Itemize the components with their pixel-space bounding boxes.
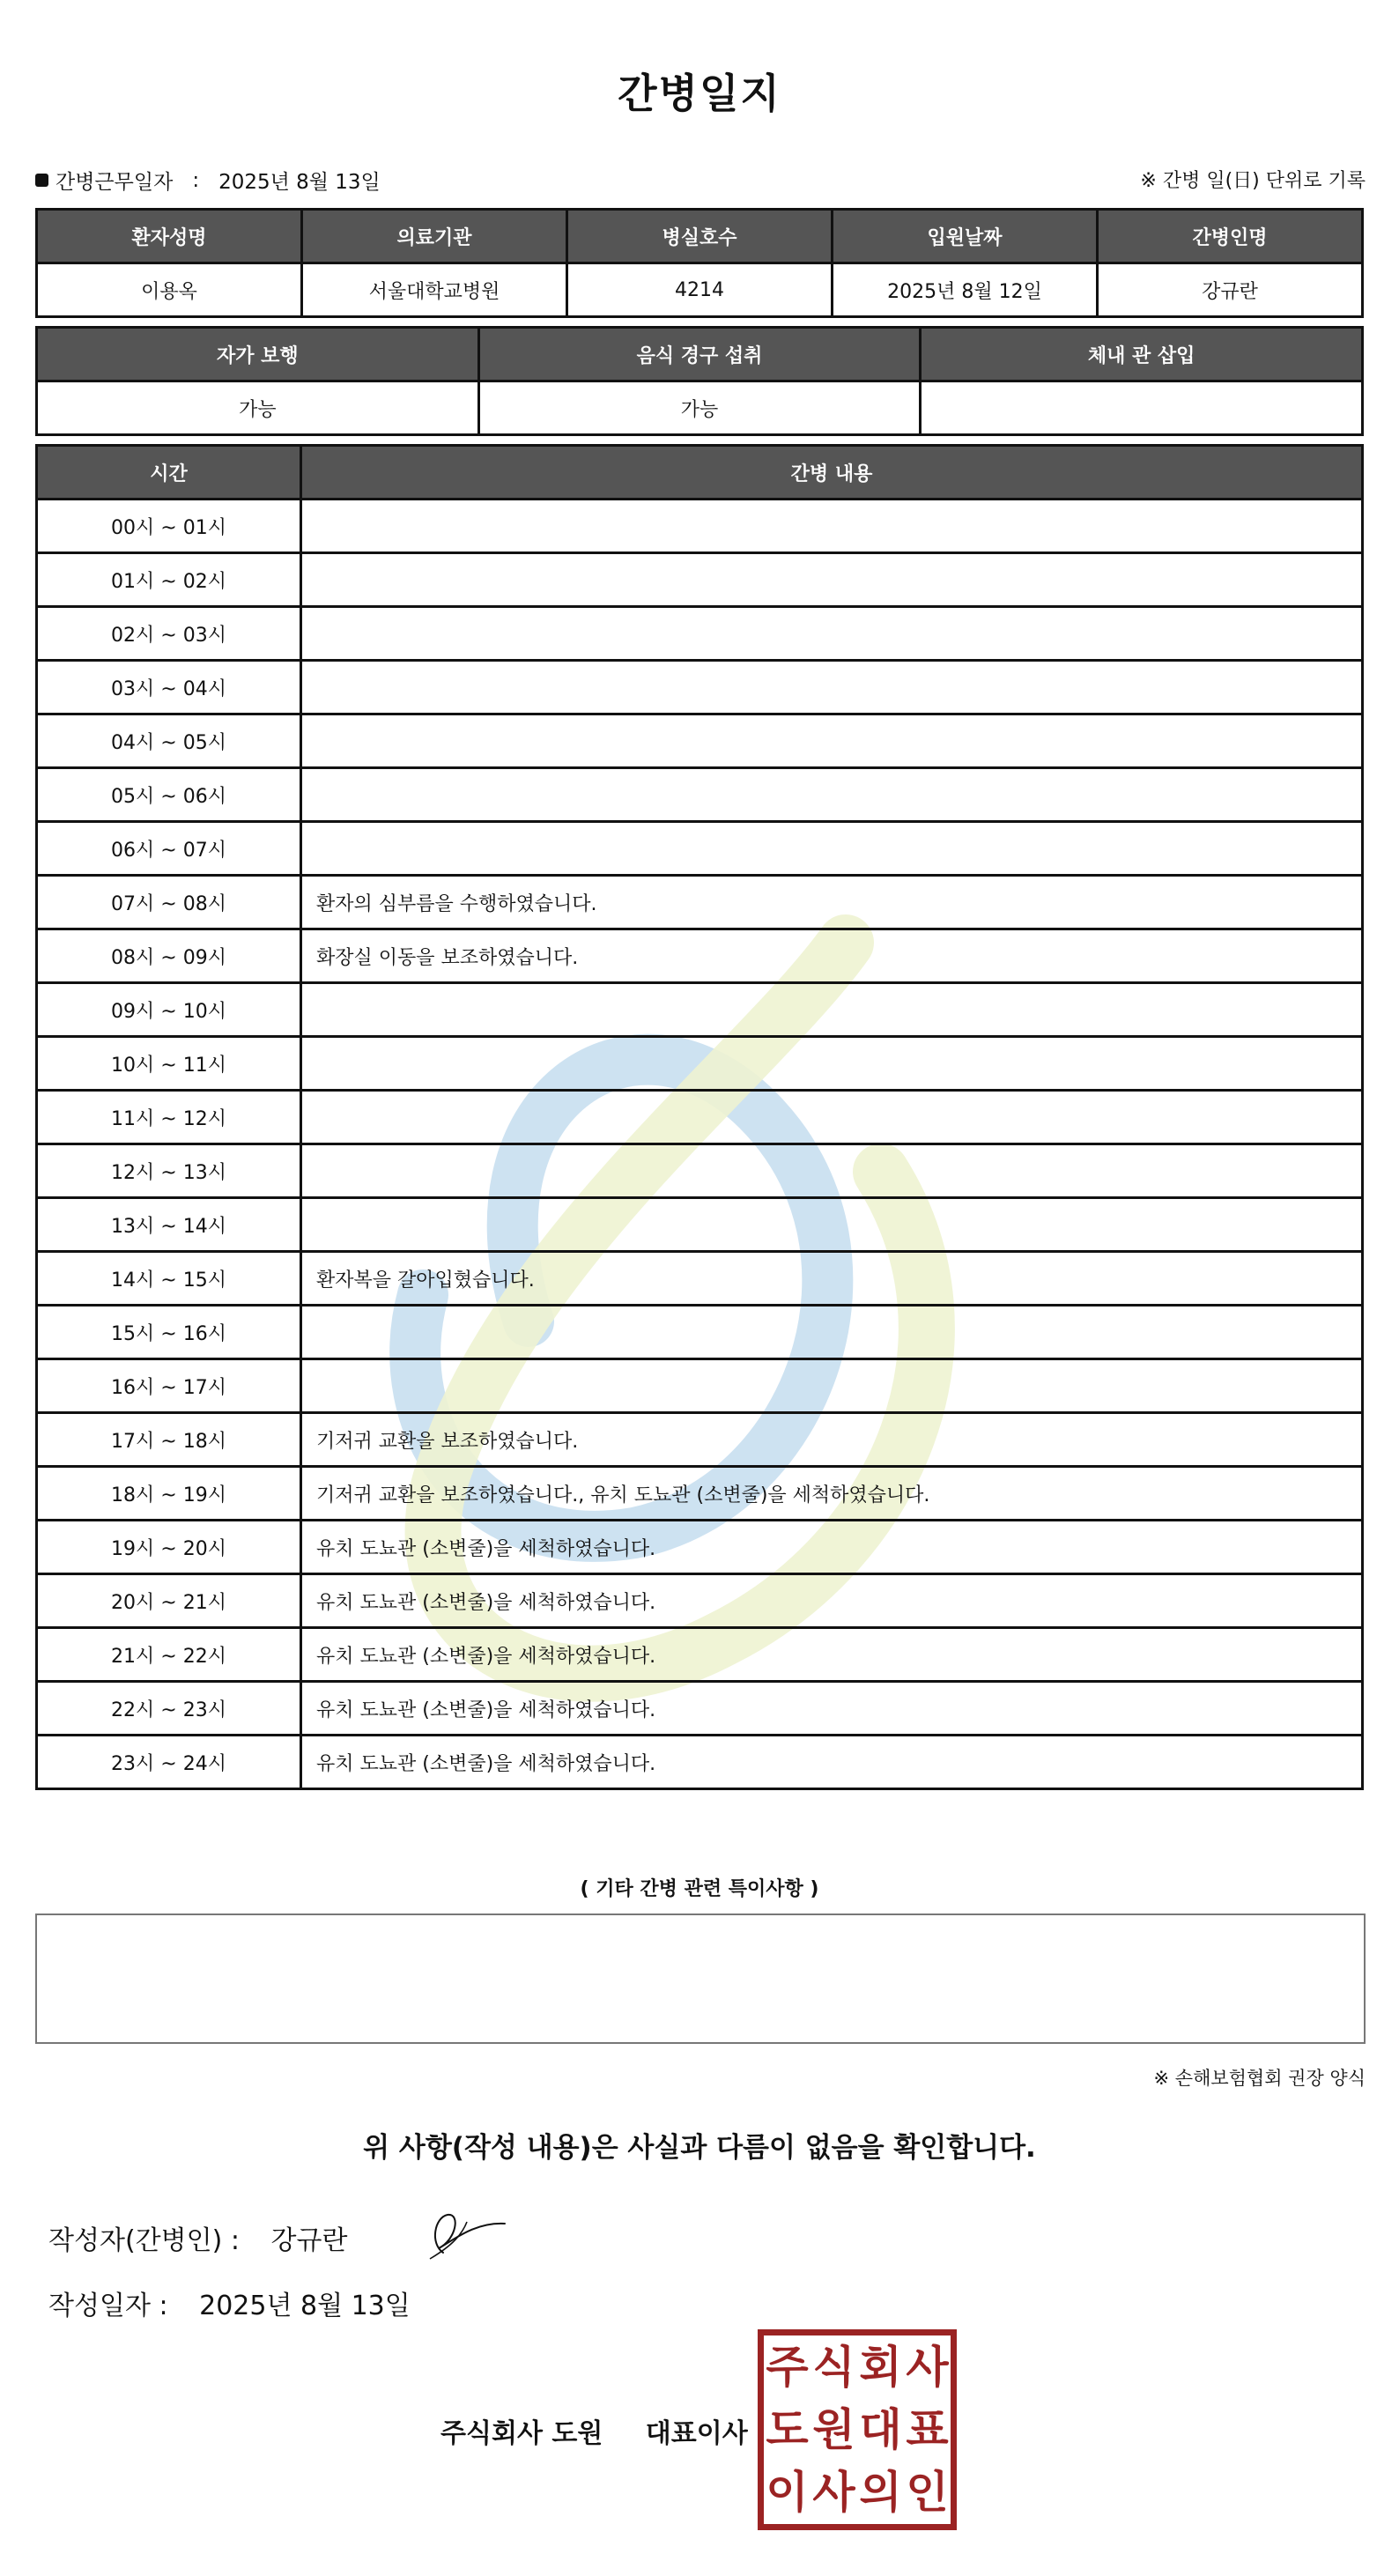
written-date-value: 2025년 8월 13일 [199,2291,411,2321]
unit-note: ※ 간병 일(日) 단위로 기록 [1140,170,1366,192]
seal-glyph: 회 [859,2341,902,2393]
tube-insertion-value [921,381,1363,435]
table-row [37,1037,1363,1091]
time-cell: 17시 ~ 18시 [37,1413,301,1467]
table-row [37,929,1363,983]
table-row [37,876,1363,929]
care-content-cell [301,553,1363,607]
seal-glyph: 주 [766,2341,809,2393]
care-content-cell [301,607,1363,661]
form-note: ※ 손해보험협회 권장 양식 [1153,2068,1366,2089]
header-patient-name: 환자성명 [37,210,302,263]
care-content-cell [301,768,1363,822]
care-content-cell [301,983,1363,1037]
writer-label: 작성자(간병인) : [48,2225,240,2256]
time-cell: 01시 ~ 02시 [37,553,301,607]
seal-glyph: 원 [812,2403,855,2455]
care-log-rows [37,500,1363,1789]
work-date-label: 간병근무일자 [56,171,174,194]
patient-status-table [35,326,1364,436]
care-content-cell: 유치 도뇨관 (소변줄)을 세척하였습니다. [301,1736,1363,1789]
time-cell: 02시 ~ 03시 [37,607,301,661]
table-row [37,1574,1363,1628]
confirmation-statement: 위 사항(작성 내용)은 사실과 다름이 없음을 확인합니다. [363,2132,1036,2164]
time-cell: 19시 ~ 20시 [37,1521,301,1574]
patient-info-table [35,208,1364,318]
table-row [37,1682,1363,1736]
table-row [37,1736,1363,1789]
seal-glyph: 의 [859,2467,902,2519]
seal-glyph: 식 [812,2341,855,2393]
header-tube-insertion: 체내 관 삽입 [921,328,1363,381]
header-caregiver-name: 간병인명 [1098,210,1363,263]
header-time: 시간 [37,446,301,500]
table-row [37,553,1363,607]
patient-name: 이용옥 [37,263,302,317]
seal-glyph: 도 [766,2403,809,2455]
table-row [37,1359,1363,1413]
table-row [37,1091,1363,1144]
time-cell: 12시 ~ 13시 [37,1144,301,1198]
time-cell: 20시 ~ 21시 [37,1574,301,1628]
table-row [37,1521,1363,1574]
care-content-cell: 환자의 심부름을 수행하였습니다. [301,876,1363,929]
written-date-line [48,2284,411,2322]
time-cell: 03시 ~ 04시 [37,661,301,714]
care-content-cell: 유치 도뇨관 (소변줄)을 세척하였습니다. [301,1574,1363,1628]
care-content-cell [301,1198,1363,1252]
table-row [37,714,1363,768]
caregiver-name: 강규란 [1098,263,1363,317]
table-row [37,661,1363,714]
company-seal [758,2329,957,2530]
seal-glyph: 표 [906,2403,949,2455]
self-walking-value: 가능 [37,381,479,435]
table-row [37,1467,1363,1521]
time-cell: 16시 ~ 17시 [37,1359,301,1413]
care-content-cell [301,1037,1363,1091]
seal-glyph: 대 [859,2403,902,2455]
care-content-cell: 유치 도뇨관 (소변줄)을 세척하였습니다. [301,1682,1363,1736]
work-date-colon: : [192,168,200,192]
signature [412,2204,509,2266]
time-cell: 09시 ~ 10시 [37,983,301,1037]
company-line [440,2411,748,2450]
time-cell: 11시 ~ 12시 [37,1091,301,1144]
care-log-table [35,444,1364,1790]
care-content-cell [301,822,1363,876]
header-admission-date: 입원날짜 [833,210,1098,263]
table-row [37,1144,1363,1198]
table-row [37,1413,1363,1467]
header-self-walking: 자가 보행 [37,328,479,381]
time-cell: 15시 ~ 16시 [37,1306,301,1359]
time-cell: 07시 ~ 08시 [37,876,301,929]
care-content-cell: 환자복을 갈아입혔습니다. [301,1252,1363,1306]
care-content-cell [301,1306,1363,1359]
table-row [37,1306,1363,1359]
care-content-cell: 유치 도뇨관 (소변줄)을 세척하였습니다. [301,1521,1363,1574]
time-cell: 22시 ~ 23시 [37,1682,301,1736]
care-content-cell [301,1091,1363,1144]
table-row [37,1628,1363,1682]
care-content-cell [301,1359,1363,1413]
writer-name: 강규란 [270,2225,348,2256]
table-row [37,607,1363,661]
care-content-cell [301,500,1363,553]
time-cell: 13시 ~ 14시 [37,1198,301,1252]
time-cell: 08시 ~ 09시 [37,929,301,983]
bullet-square-icon [35,174,48,187]
document-title: 간병일지 [618,70,781,117]
table-row [37,822,1363,876]
written-date-label: 작성일자 : [48,2291,168,2321]
header-oral-intake: 음식 경구 섭취 [478,328,921,381]
company-title: 대표이사 [645,2418,748,2449]
care-content-cell: 화장실 이동을 보조하였습니다. [301,929,1363,983]
hospital: 서울대학교병원 [302,263,567,317]
time-cell: 14시 ~ 15시 [37,1252,301,1306]
care-content-cell [301,1144,1363,1198]
writer-line [48,2218,347,2257]
table-row [37,500,1363,553]
time-cell: 23시 ~ 24시 [37,1736,301,1789]
notes-title: ( 기타 간병 관련 특이사항 ) [580,1878,819,1900]
seal-glyph: 사 [906,2341,949,2393]
time-cell: 00시 ~ 01시 [37,500,301,553]
table-row [37,1252,1363,1306]
notes-box [35,1913,1366,2044]
care-content-cell: 기저귀 교환을 보조하였습니다. [301,1413,1363,1467]
care-content-cell: 기저귀 교환을 보조하였습니다., 유치 도뇨관 (소변줄)을 세척하였습니다. [301,1467,1363,1521]
seal-glyph: 사 [812,2467,855,2519]
work-date [35,166,381,195]
header-hospital: 의료기관 [302,210,567,263]
table-row [37,983,1363,1037]
time-cell: 05시 ~ 06시 [37,768,301,822]
room-number: 4214 [567,263,833,317]
table-row [37,1198,1363,1252]
time-cell: 18시 ~ 19시 [37,1467,301,1521]
care-content-cell: 유치 도뇨관 (소변줄)을 세척하였습니다. [301,1628,1363,1682]
seal-glyph: 인 [906,2467,949,2519]
time-cell: 04시 ~ 05시 [37,714,301,768]
admission-date: 2025년 8월 12일 [833,263,1098,317]
company-name: 주식회사 도원 [440,2418,603,2449]
header-care-content: 간병 내용 [301,446,1363,500]
work-date-value: 2025년 8월 13일 [218,171,381,194]
care-content-cell [301,661,1363,714]
care-content-cell [301,714,1363,768]
header-room-number: 병실호수 [567,210,833,263]
time-cell: 10시 ~ 11시 [37,1037,301,1091]
table-row [37,768,1363,822]
time-cell: 06시 ~ 07시 [37,822,301,876]
seal-glyph: 이 [766,2467,809,2519]
time-cell: 21시 ~ 22시 [37,1628,301,1682]
oral-intake-value: 가능 [478,381,921,435]
